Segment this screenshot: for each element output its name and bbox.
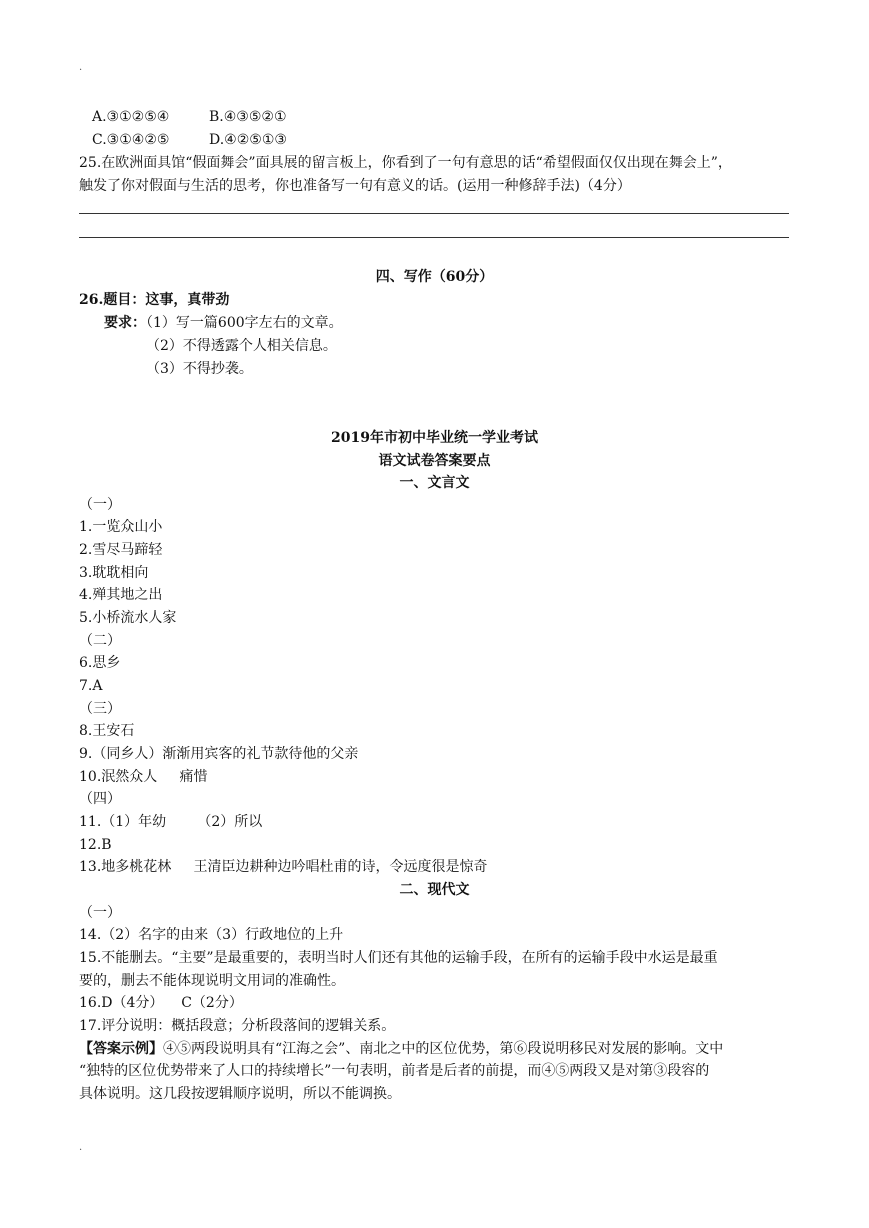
- answer-15-line-1: 15.不能删去。“主要”是最重要的，表明当时人们还有其他的运输手段，在所有的运输手段中水运是最重: [79, 950, 718, 966]
- answer-8: 8.王安石: [79, 723, 135, 739]
- answer-7: 7.A: [79, 678, 103, 694]
- answer-16: 16.D（4分） C（2分）: [79, 995, 243, 1011]
- answer-line-2: [79, 237, 789, 238]
- q25-line-1: 25.在欧洲面具馆“假面舞会”面具展的留言板上，你看到了一句有意思的话“希望假面仅仅出现在舞会上”，: [79, 155, 732, 171]
- option-d: D.④②⑤①③: [209, 132, 287, 148]
- answer-17: 17.评分说明：概括段意；分析段落间的逻辑关系。: [79, 1018, 396, 1034]
- header-mark: .: [79, 62, 83, 73]
- example-line-1: [79, 1040, 723, 1058]
- writing-requirement-2: （2）不得透露个人相关信息。: [146, 338, 337, 354]
- answer-13: 13.地多桃花林 王清臣边耕种边吟唱杜甫的诗，令远度很是惊奇: [79, 859, 488, 875]
- option-c: C.③①④②⑤: [92, 132, 170, 148]
- answer-2: 2.雪尽马蹄轻: [79, 542, 163, 558]
- option-b: B.④③⑤②①: [209, 109, 287, 125]
- part-4: （四）: [79, 791, 121, 807]
- answer-4: 4.殚其地之出: [79, 587, 163, 603]
- answer-line-1: [79, 213, 789, 214]
- answer-1: 1.一览众山小: [79, 519, 163, 535]
- answer-15-line-2: 要的，删去不能体现说明文用词的准确性。: [79, 973, 345, 989]
- writing-topic: 26.题目：这事，真带劲: [79, 292, 230, 308]
- writing-requirement-1: [104, 314, 343, 332]
- writing-heading: 四、写作（60分）: [375, 269, 494, 285]
- answer-title: 2019年市初中毕业统一学业考试: [331, 430, 538, 446]
- section-classical: 一、文言文: [399, 475, 470, 491]
- writing-requirement-3: （3）不得抄袭。: [146, 361, 253, 377]
- example-line-3: 具体说明。这几段按逻辑顺序说明，所以不能调换。: [79, 1086, 401, 1102]
- example-line-1-text: ④⑤两段说明具有“江海之会”、南北之中的区位优势，第⑥段说明移民对发展的影响。文中: [163, 1041, 724, 1057]
- answer-3: 3.耽耽相向: [79, 565, 149, 581]
- part-2: （二）: [79, 633, 121, 649]
- example-label: 【答案示例】: [79, 1041, 163, 1057]
- example-line-2: “独特的区位优势带来了人口的持续增长”一句表明，前者是后者的前提，而④⑤两段又是对第③段容的: [79, 1063, 710, 1079]
- part-3: （三）: [79, 701, 121, 717]
- answer-9: 9.（同乡人）渐渐用宾客的礼节款待他的父亲: [79, 746, 359, 762]
- answer-10: 10.泯然众人 痛惜: [79, 769, 208, 785]
- footer-mark: .: [79, 1142, 83, 1153]
- answer-5: 5.小桥流水人家: [79, 610, 177, 626]
- answer-6: 6.思乡: [79, 655, 121, 671]
- requirement-1-text: （1）写一篇600字左右的文章。: [146, 315, 343, 331]
- option-a: A.③①②⑤④: [92, 109, 170, 125]
- answer-11: 11.（1）年幼 （2）所以: [79, 814, 263, 830]
- part-5: （一）: [79, 905, 121, 921]
- requirement-label: 要求：: [104, 315, 146, 331]
- q25-line-2: 触发了你对假面与生活的思考，你也准备写一句有意义的话。(运用一种修辞手法)（4分）: [79, 178, 631, 194]
- answer-14: 14.（2）名字的由来（3）行政地位的上升: [79, 927, 344, 943]
- answer-12: 12.B: [79, 837, 112, 853]
- section-modern: 二、现代文: [399, 882, 470, 898]
- part-1: （一）: [79, 497, 121, 513]
- answer-subtitle: 语文试卷答案要点: [378, 453, 491, 469]
